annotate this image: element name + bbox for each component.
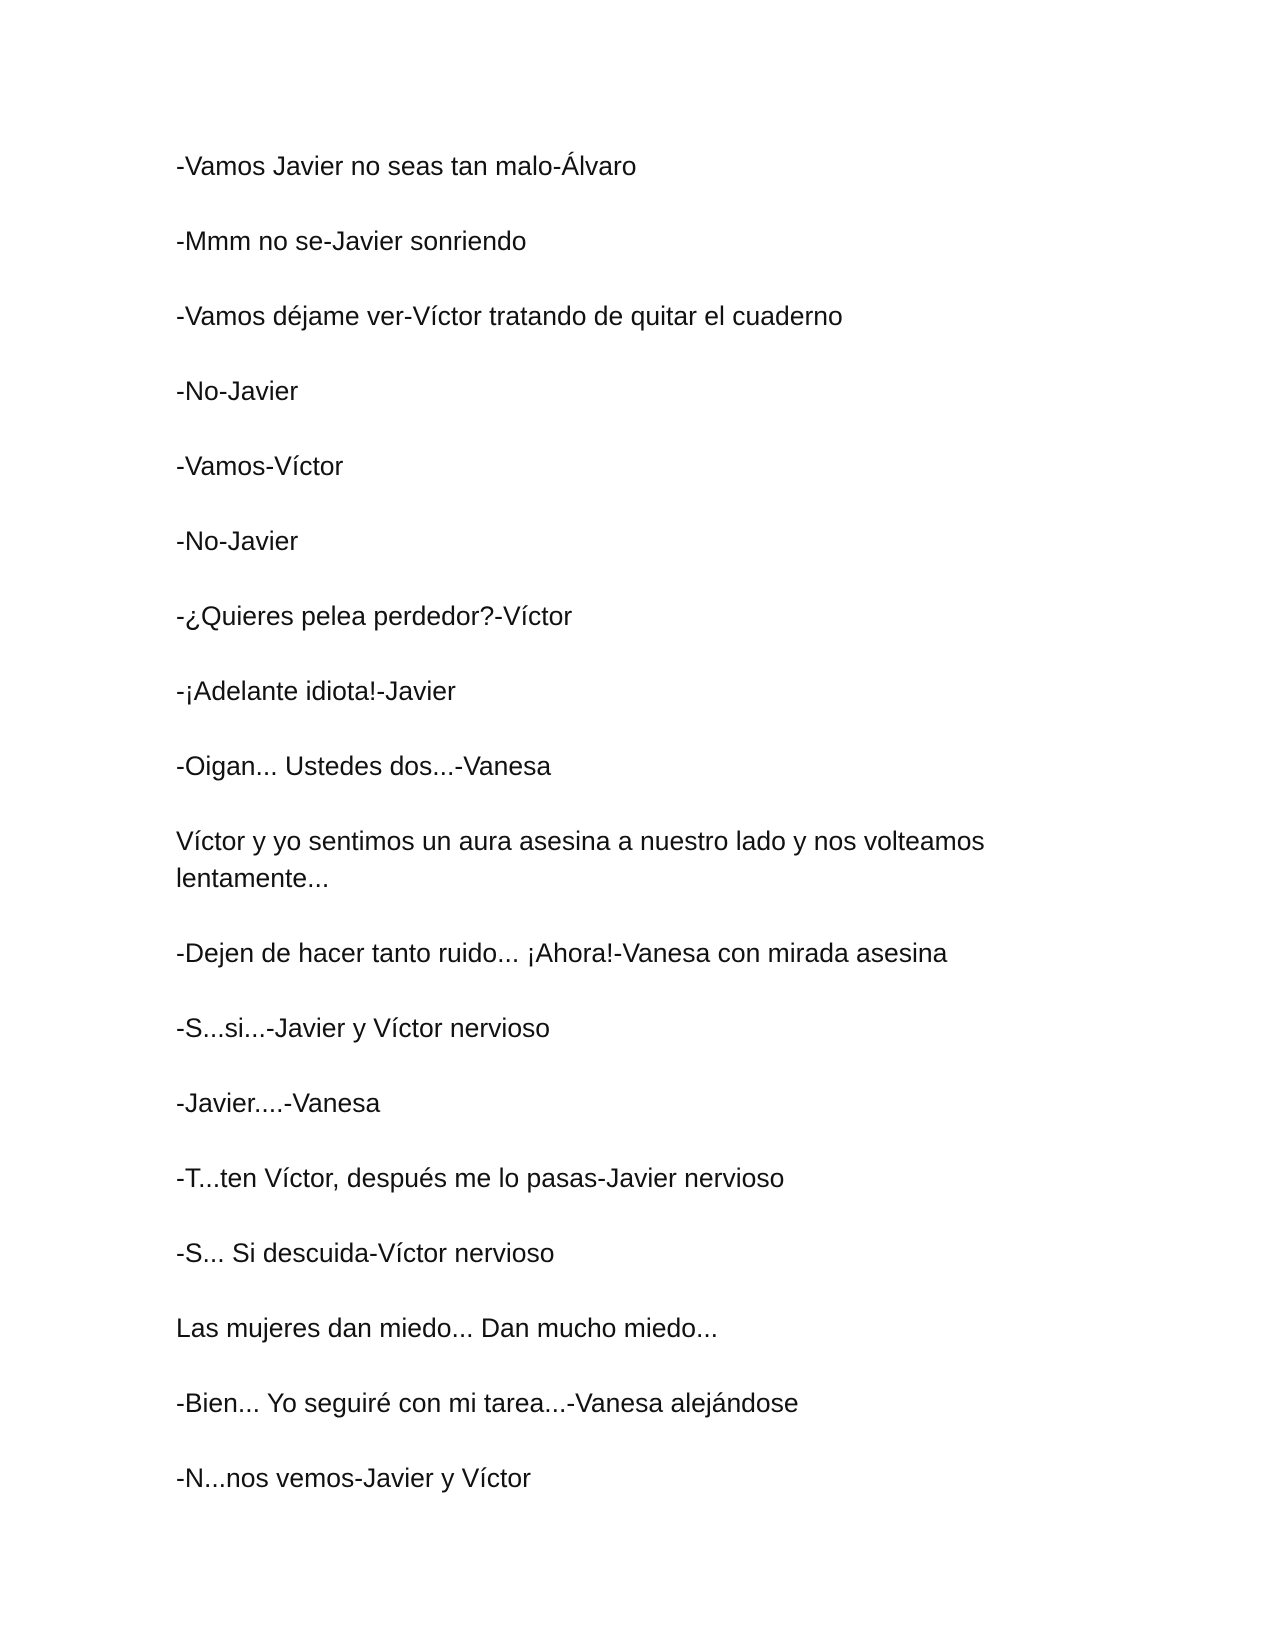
paragraph: -Vamos-Víctor [176, 451, 344, 481]
paragraph: -No-Javier [176, 526, 299, 556]
paragraph: -Javier....-Vanesa [176, 1088, 381, 1118]
paragraph: -S... Si descuida-Víctor nervioso [176, 1238, 555, 1268]
paragraph: -Vamos Javier no seas tan malo-Álvaro [176, 151, 637, 181]
paragraph: -Vamos déjame ver-Víctor tratando de quitar el cuaderno [176, 301, 843, 331]
paragraph: -S...si...-Javier y Víctor nervioso [176, 1013, 551, 1043]
paragraph: -Oigan... Ustedes dos...-Vanesa [176, 751, 552, 781]
paragraph: Víctor y yo sentimos un aura asesina a nuestro lado y nos volteamos lentamente... [176, 826, 985, 893]
paragraph: -¿Quieres pelea perdedor?-Víctor [176, 601, 573, 631]
paragraph: -N...nos vemos-Javier y Víctor [176, 1463, 531, 1493]
paragraph: -¡Adelante idiota!-Javier [176, 676, 456, 706]
paragraph: -Dejen de hacer tanto ruido... ¡Ahora!-Vanesa con mirada asesina [176, 938, 948, 968]
paragraph: -Mmm no se-Javier sonriendo [176, 226, 527, 256]
document-body [176, 148, 1056, 1535]
paragraph: Las mujeres dan miedo... Dan mucho miedo... [176, 1313, 719, 1343]
paragraph: -No-Javier [176, 376, 299, 406]
paragraph: -T...ten Víctor, después me lo pasas-Javier nervioso [176, 1163, 785, 1193]
paragraph: -Bien... Yo seguiré con mi tarea...-Vanesa alejándose [176, 1388, 799, 1418]
